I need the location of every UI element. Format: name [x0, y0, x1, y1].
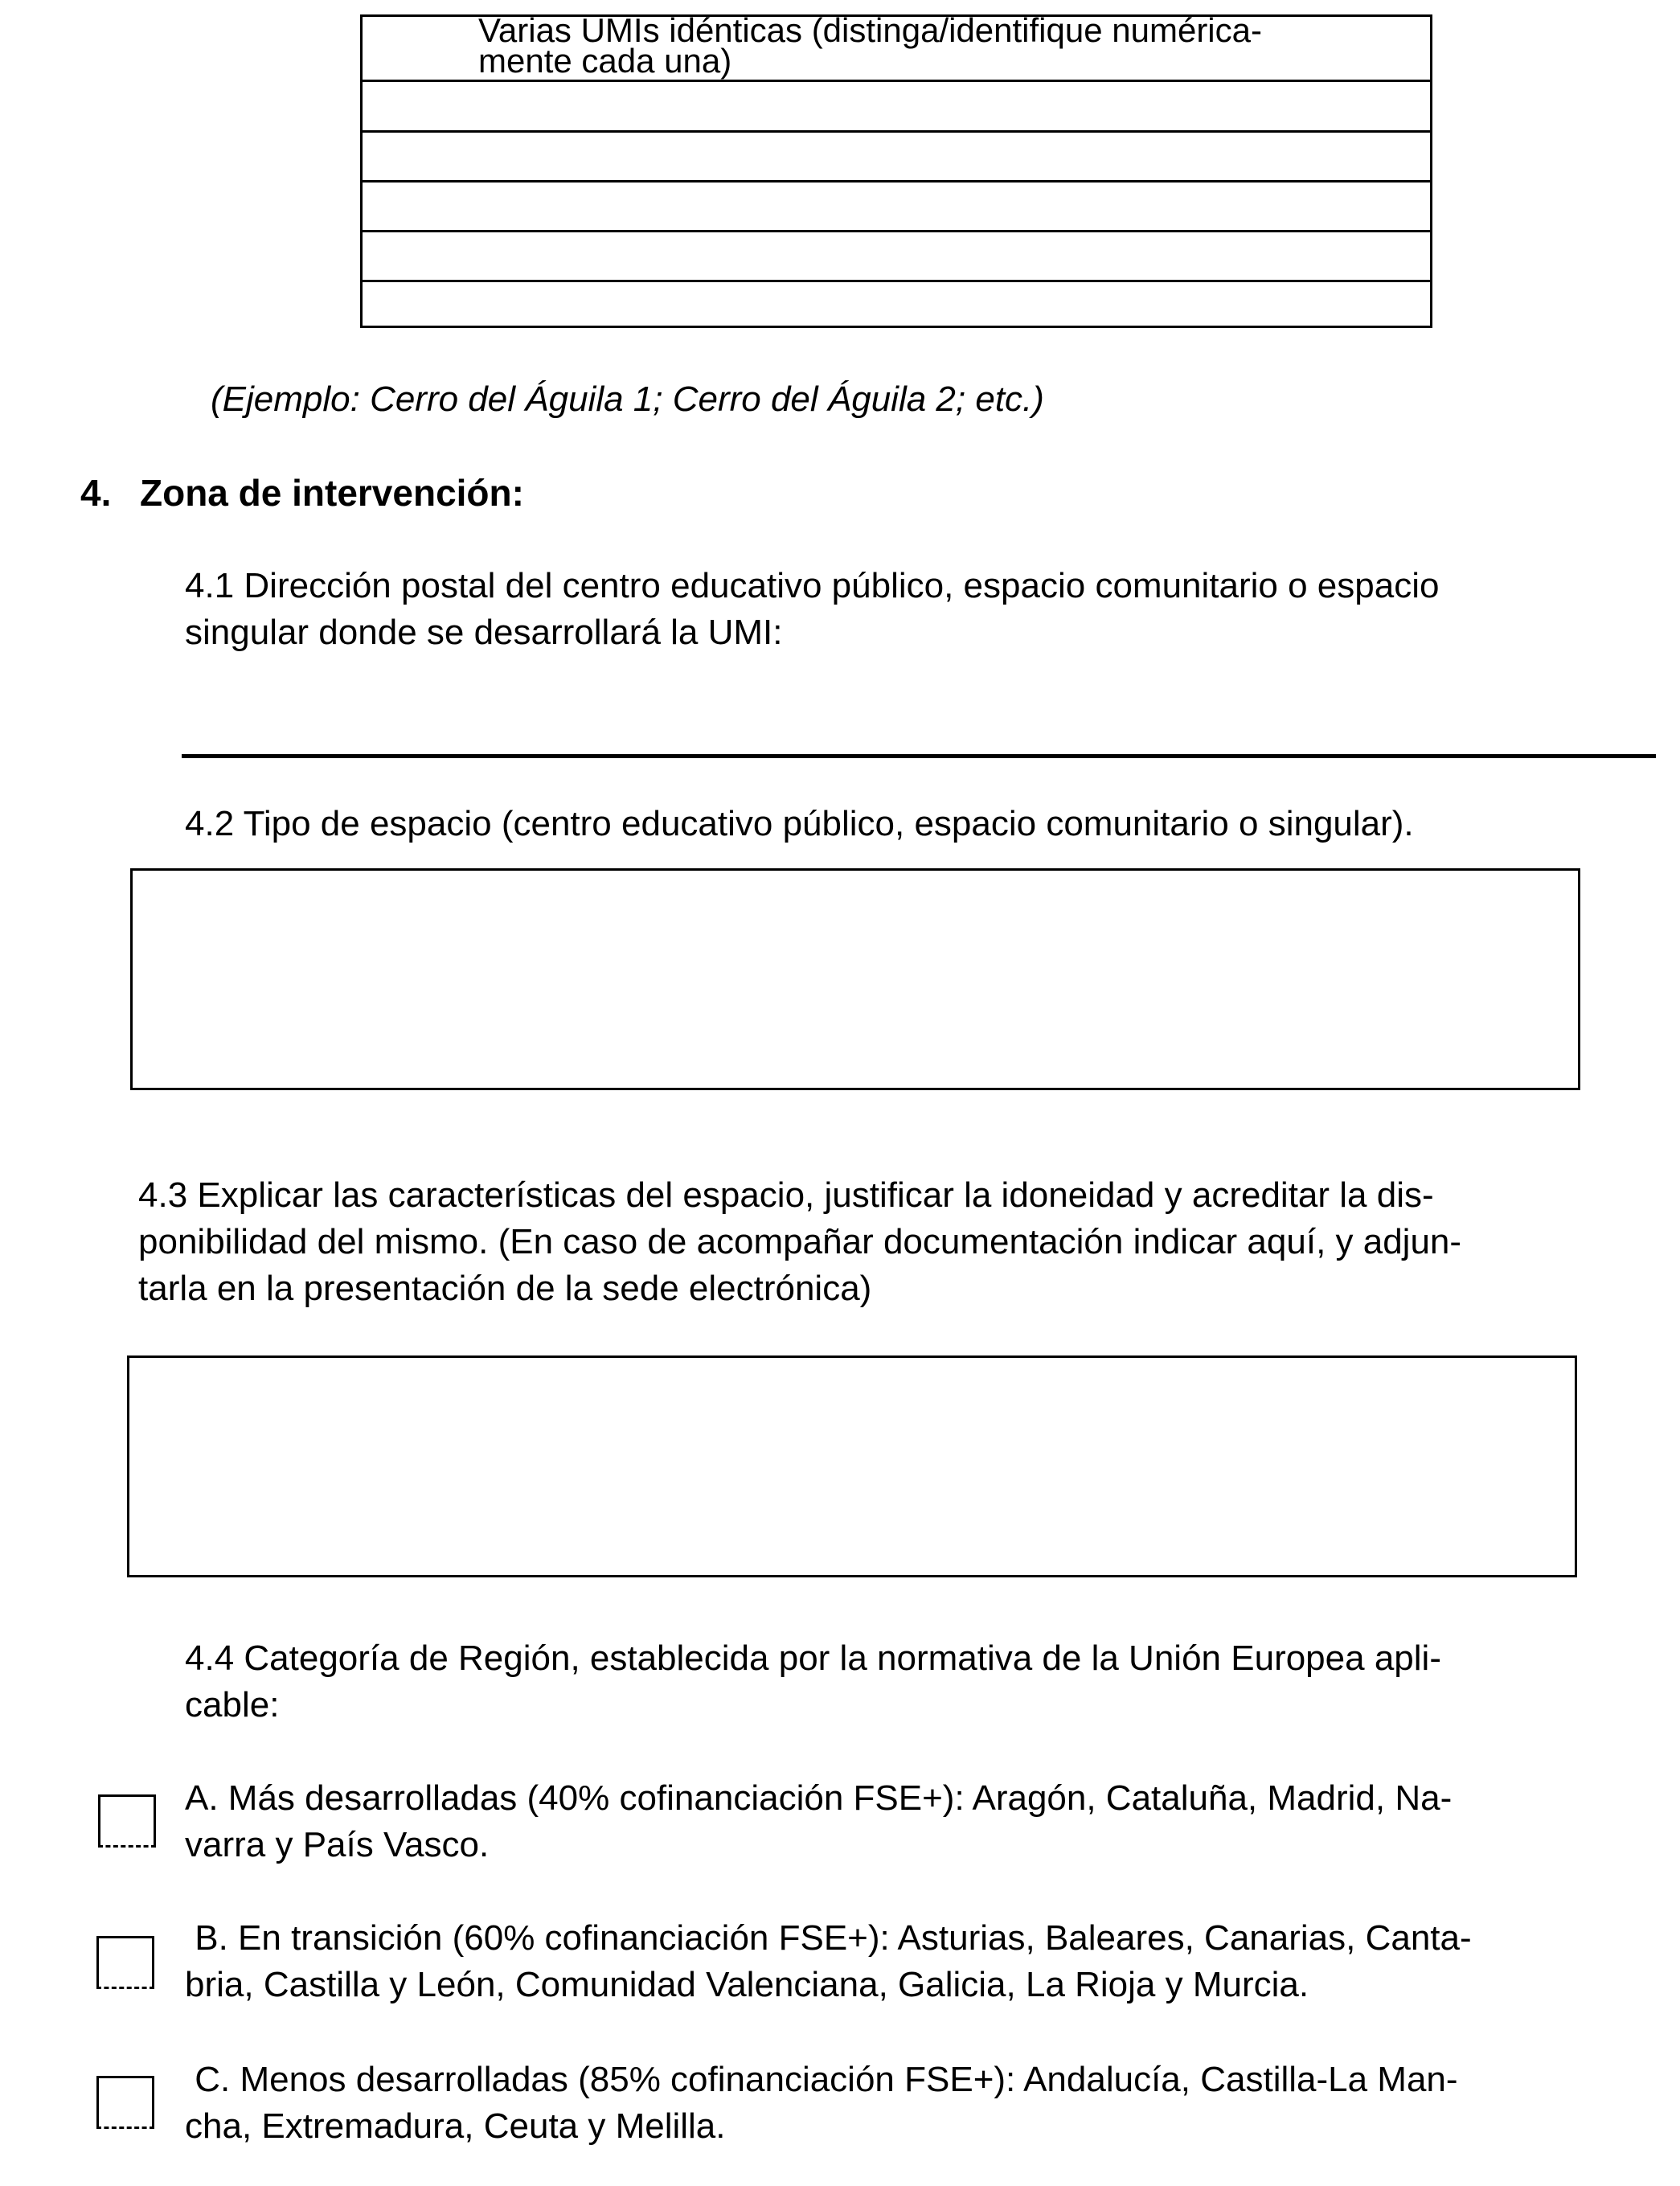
space-characteristics-answer-box[interactable]: [127, 1355, 1577, 1577]
umi-table-header: [478, 11, 1262, 80]
option-b-checkbox[interactable]: [96, 1936, 154, 1989]
option-a-line1: A. Más desarrolladas (40% cofinanciación FSE+): Aragón, Cataluña, Madrid, Na-: [185, 1778, 1453, 1818]
question-4-4-line2: cable:: [185, 1685, 280, 1725]
option-c-checkbox[interactable]: [96, 2076, 154, 2129]
option-b-line2: bria, Castilla y León, Comunidad Valenciana, Galicia, La Rioja y Murcia.: [185, 1965, 1309, 2004]
question-4-1-line2: singular donde se desarrollará la UMI:: [185, 613, 783, 652]
question-4-3-line1: 4.3 Explicar las características del espacio, justificar la idoneidad y acreditar la dis-: [138, 1175, 1434, 1215]
example-text: (Ejemplo: Cerro del Águila 1; Cerro del Águila 2; etc.): [211, 379, 1044, 419]
question-4-1-line1: 4.1 Dirección postal del centro educativo público, espacio comunitario o espacio: [185, 566, 1440, 605]
section-title-text: Zona de intervención:: [140, 472, 524, 514]
section-number: 4.: [80, 472, 112, 514]
option-a-checkbox[interactable]: [98, 1794, 156, 1848]
umi-table-row-5[interactable]: [363, 280, 1430, 330]
question-4-3-line2: ponibilidad del mismo. (En caso de acompañar documentación indicar aquí, y adjun-: [138, 1222, 1462, 1261]
question-4-4-line1: 4.4 Categoría de Región, establecida por la normativa de la Unión Europea apli-: [185, 1638, 1441, 1678]
umi-table-row-3[interactable]: [363, 180, 1430, 231]
address-answer-line[interactable]: [182, 754, 1656, 758]
umi-table-header-line2: mente cada una): [478, 42, 732, 80]
option-a-line2: varra y País Vasco.: [185, 1825, 490, 1864]
section-title: [80, 470, 524, 516]
umi-table-row-4[interactable]: [363, 230, 1430, 281]
space-type-answer-box[interactable]: [130, 868, 1580, 1090]
umi-table-row-2[interactable]: [363, 130, 1430, 181]
option-c-line1: C. Menos desarrolladas (85% cofinanciación FSE+): Andalucía, Castilla-La Man-: [185, 2060, 1458, 2099]
option-c-line2: cha, Extremadura, Ceuta y Melilla.: [185, 2106, 726, 2146]
umi-table-row-1[interactable]: [363, 80, 1430, 130]
question-4-3-line3: tarla en la presentación de la sede electrónica): [138, 1269, 872, 1308]
option-b-line1: B. En transición (60% cofinanciación FSE+): Asturias, Baleares, Canarias, Canta-: [185, 1918, 1472, 1958]
umi-table: [360, 11, 1432, 328]
umi-table-header-line1: Varias UMIs idénticas (distinga/identifique numérica-: [478, 11, 1262, 49]
question-4-2-line1: 4.2 Tipo de espacio (centro educativo público, espacio comunitario o singular).: [185, 804, 1414, 843]
